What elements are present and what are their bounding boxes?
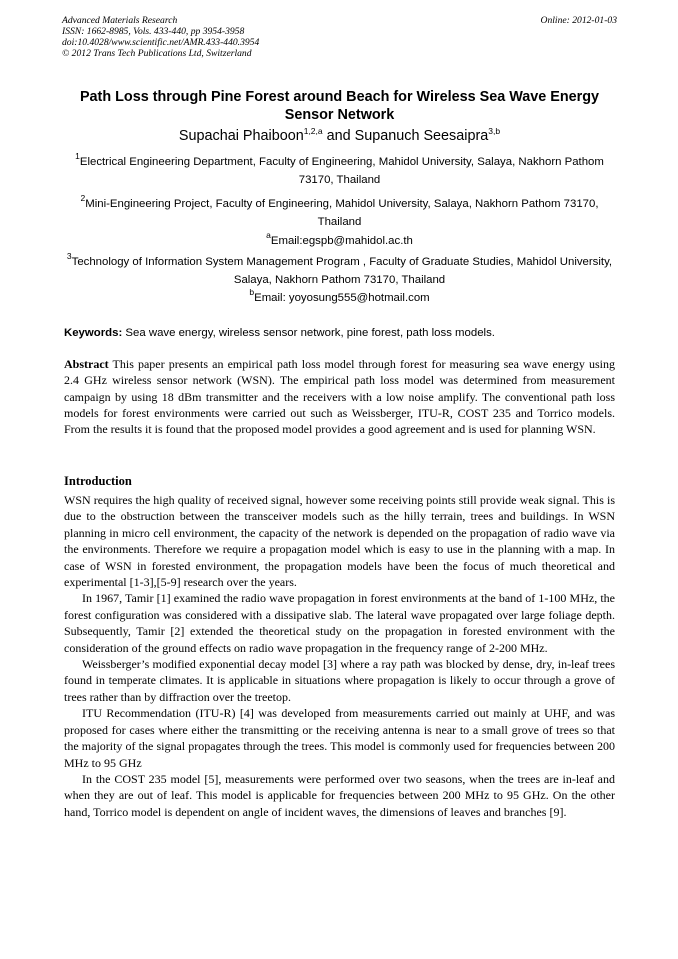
paragraph: ITU Recommendation (ITU-R) [4] was developed from measurements carried out mainly at UHF, and was proposed for cases where either the transmitting or the receiving antenna is near to a small grove of trees so that the majority of the signal propagates through the trees. This model is commonly used for frequencies between 200 MHz to 95 GHz	[64, 706, 615, 770]
author-superscript: 3,b	[488, 126, 501, 136]
email-text: Email:egspb@mahidol.ac.th	[270, 235, 413, 247]
introduction-body	[64, 492, 615, 820]
author-name: Supachai Phaiboon	[178, 128, 304, 144]
affiliation-text: Electrical Engineering Department, Faculty of Engineering, Mahidol University, Salaya, Nakhorn Pathom 73170, Thailand	[79, 156, 604, 186]
online-date: Online: 2012-01-03	[540, 15, 617, 26]
keywords	[64, 326, 617, 340]
abstract-label: Abstract	[64, 357, 109, 371]
email-b	[62, 287, 617, 308]
email-text: Email: yoyosung555@hotmail.com	[254, 292, 430, 304]
abstract-text: This paper presents an empirical path loss model through forest for measuring sea wave energy using 2.4 GHz wireless sensor network (WSN). The empirical path loss model was determined from measurement campaign by using 18 dBm transmitter and the receivers with a low noise amplify. The conventional path loss models for forest environments were carried out such as Weissberger, ITU-R, COST 235 and Torrico models. From the results it is found that the proposed model provides a good agreement and is used for planning WSN.	[64, 357, 615, 437]
paragraph: In 1967, Tamir [1] examined the radio wave propagation in forest environments at the band of 1-100 MHz, the forest configuration was considered with a dissipative slab. The lateral wave propagated over large foliage depth. Subsequently, Tamir [2] extended the theoretical study on the propagation in forested environment with the consideration of the ground effects on radio wave propagation in the frequency range of 2-200 MHz.	[64, 591, 615, 655]
keywords-label: Keywords:	[64, 327, 123, 339]
email-a	[62, 230, 617, 251]
paragraph: Weissberger’s modified exponential decay model [3] where a ray path was blocked by dense, dry, in-leaf trees found in temperate climates. It is applicable in situations where propagation is likely to occur through a grove of trees rather than by diffraction over the treetop.	[64, 657, 615, 704]
section-heading: Introduction	[64, 474, 132, 488]
doi-line: doi:10.4028/www.scientific.net/AMR.433-440.3954	[62, 37, 260, 48]
paragraph: WSN requires the high quality of received signal, however some receiving points still provide weak signal. This is due to the obstruction between the transceiver models such as the hilly terrain, trees and buildings. In WSN planning in micro cell environment, the capacity of the network is depended on the propagation of radio wave via the environments. Therefore we require a propagation model which is easy to use in the planning with a map. In case of WSN in forested environment, the propagation models have been the focus of much theoretical and experimental [1-3],[5-9] research over the years.	[64, 493, 615, 590]
affiliation-2	[62, 193, 617, 231]
paper-title: Path Loss through Pine Forest around Beach for Wireless Sea Wave Energy Sensor Network	[79, 89, 600, 123]
affiliation-1	[62, 151, 617, 189]
author-name: Supanuch Seesaipra	[354, 128, 489, 144]
issn-line: ISSN: 1662-8985, Vols. 433-440, pp 3954-3958	[62, 26, 245, 37]
email-marker: b	[249, 287, 255, 297]
keywords-text: Sea wave energy, wireless sensor network, pine forest, path loss models.	[125, 327, 495, 339]
journal-name: Advanced Materials Research	[62, 15, 178, 26]
author-line	[62, 127, 617, 145]
copyright-line: © 2012 Trans Tech Publications Ltd, Switzerland	[62, 48, 252, 59]
paragraph: In the COST 235 model [5], measurements were performed over two seasons, when the trees are in-leaf and when they are out of leaf. This model is applicable for frequencies between 200 MHz to 95 GHz. On the other hand, Torrico model is dependent on angle of incident waves, the dimensions of leaves and branches [9].	[64, 771, 615, 819]
affiliation-marker: 3	[66, 251, 72, 261]
journal-header	[62, 15, 617, 59]
affiliation-marker: 2	[80, 193, 86, 203]
author-superscript: 1,2,a	[303, 126, 323, 136]
affiliation-3	[62, 251, 617, 289]
affiliation-text: Mini-Engineering Project, Faculty of Engineering, Mahidol University, Salaya, Nakhorn Pathom 73170, Thailand	[85, 198, 599, 228]
abstract	[64, 356, 615, 437]
affiliation-marker: 1	[75, 151, 80, 161]
affiliation-text: Technology of Information System Management Program , Faculty of Graduate Studies, Mahidol University, Salaya, Nakhorn Pathom 73170, Thailand	[71, 256, 613, 286]
author-conjunction: and	[326, 128, 351, 144]
email-marker: a	[266, 230, 271, 240]
